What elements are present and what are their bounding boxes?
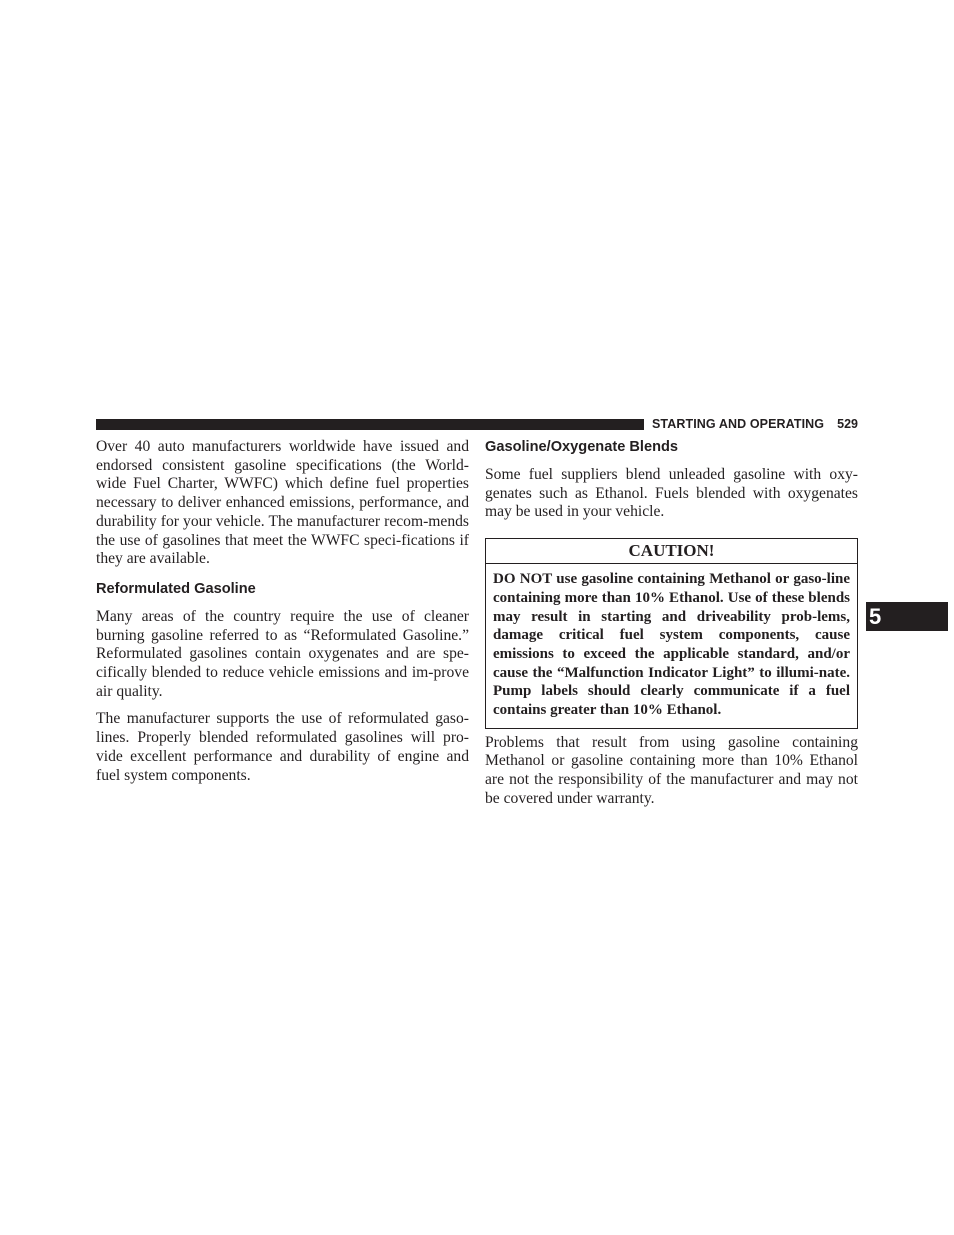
warranty-paragraph: Problems that result from using gasoline containing Methanol or gasoline containing more than 10% Ethanol are not the responsibility of the manufacturer and may not be covered under warranty. [485, 733, 858, 807]
header-rule [96, 419, 644, 430]
intro-paragraph: Over 40 auto manufacturers worldwide have issued and endorsed consistent gasoline specifications (the World-wide Fuel Charter, WWFC) which define fuel properties necessary to deliver enhanced emissions, performance, and durability for your vehicle. The manufacturer recom-mends the use of gasolines that meet the WWFC speci-fications if they are available. [96, 438, 469, 568]
reformulated-gasoline-heading: Reformulated Gasoline [96, 580, 256, 597]
section-title: STARTING AND OPERATING [652, 417, 825, 431]
caution-box [485, 538, 858, 729]
gasoline-oxygenate-blends-heading: Gasoline/Oxygenate Blends [485, 439, 679, 455]
blends-paragraph: Some fuel suppliers blend unleaded gasoline with oxy-genates such as Ethanol. Fuels blended with oxygenates may be used in your vehicle. [485, 466, 858, 521]
left-column [96, 438, 469, 785]
chapter-tab: 5 [866, 602, 948, 631]
caution-title: CAUTION! [486, 539, 857, 564]
reformulated-paragraph-1: Many areas of the country require the use of cleaner burning gasoline referred to as “Reformulated Gasoline.” Reformulated gasolines contain oxygenates and are spe-cifically blended to reduce vehicle emissions and im-prove air quality. [96, 607, 469, 700]
caution-text: DO NOT use gasoline containing Methanol or gaso-line containing more than 10% Ethanol. Use of these blends may result in starting and driveability prob-lems, damage critical fuel system components, cause emissions to exceed the applicable standard, and/or cause the “Malfunction Indicator Light” to illumi-nate. Pump labels should clearly communicate if a fuel contains greater than 10% Ethanol. [493, 571, 850, 719]
reformulated-paragraph-2: The manufacturer supports the use of reformulated gaso-lines. Properly blended reformulated gasolines will pro-vide excellent performance and durability of engine and fuel system components. [96, 710, 469, 784]
page-number: 529 [837, 417, 858, 431]
right-column [485, 438, 858, 809]
